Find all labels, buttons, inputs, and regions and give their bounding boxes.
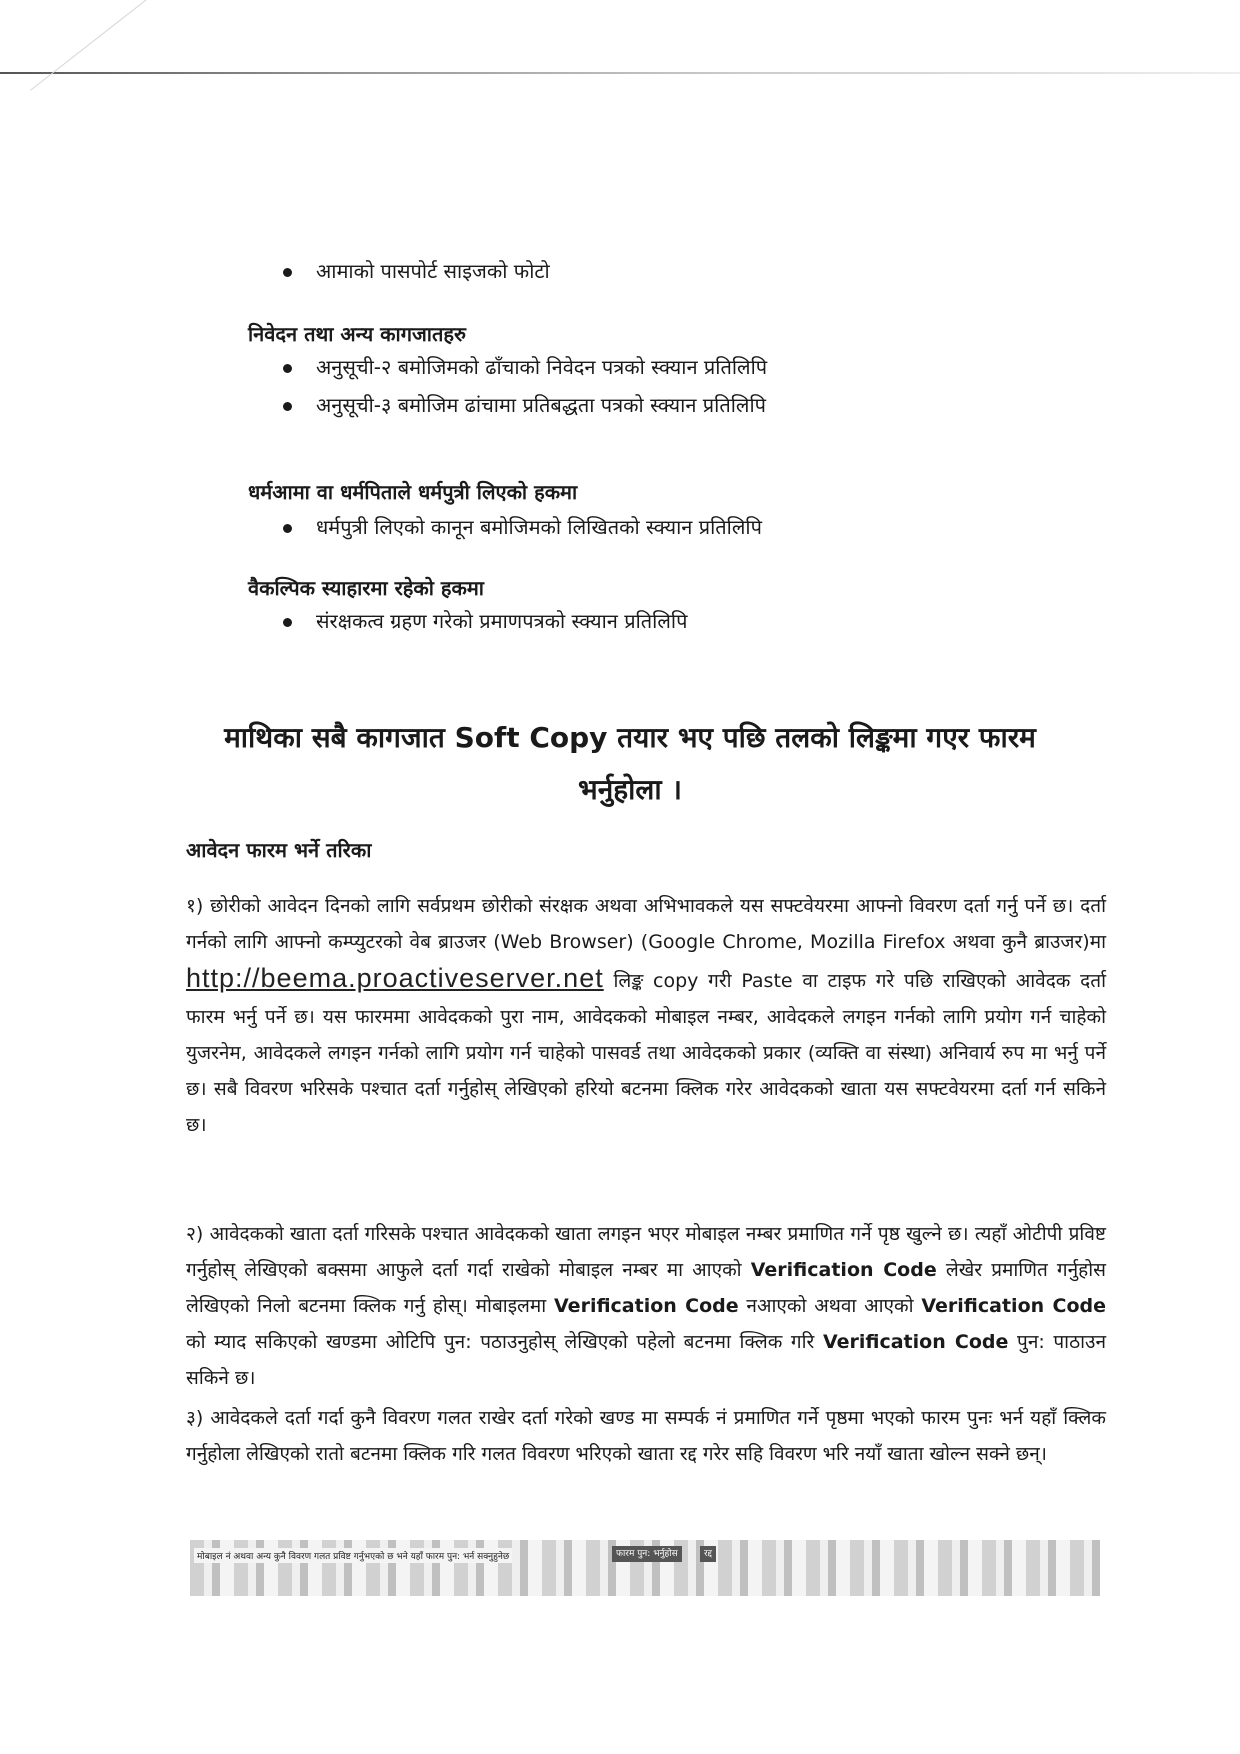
section-heading-application: निवेदन तथा अन्य कागजातहरु	[248, 322, 466, 346]
bullet-icon	[283, 402, 292, 411]
refill-form-button: फारम पुन: भर्नुहोस	[612, 1546, 682, 1562]
scan-page-edge	[0, 72, 1240, 74]
list-item-text: अनुसूची-३ बमोजिम ढांचामा प्रतिबद्धता पत्रको स्क्यान प्रतिलिपि	[316, 393, 767, 417]
paragraph-text: को म्याद सकिएको खण्डमा ओटिपि पुन: पठाउनुहोस् लेखिएको पहेलो बटनमा क्लिक गरि	[186, 1331, 823, 1353]
section-heading-adoption: धर्मआमा वा धर्मपिताले धर्मपुत्री लिएको हकमा	[248, 480, 578, 504]
notice-title	[180, 712, 1080, 816]
list-item	[283, 256, 550, 286]
verification-code-term: Verification Code	[921, 1295, 1106, 1317]
paragraph-text: नआएको अथवा आएको	[738, 1295, 922, 1317]
bullet-icon	[283, 618, 292, 627]
method-heading: आवेदन फारम भर्ने तरिका	[186, 838, 372, 862]
paragraph-text: २) आवेदकको खाता दर्ता गरिसके पश्चात आवेदकको खाता लगइन भएर मोबाइल नम्बर प्रमाणित गर्ने पृष्ठ खुल्ने छ। त्यहाँ ओटीपी प्रविष्ट गर्नुहोस् लेखिएको बक्समा आफुले दर्ता गर्दा राखेको मोबाइल नम्बर मा आएको	[186, 1223, 1107, 1281]
cancel-button: रद्द	[700, 1546, 716, 1562]
paragraph-text: १) छोरीको आवेदन दिनको लागि सर्वप्रथम छोरीको संरक्षक अथवा अभिभावकले यस सफ्टवेयरमा आफ्नो विवरण दर्ता गर्नु पर्ने छ। दर्ता गर्नको लागि आफ्नो कम्प्युटरको वेब ब्राउजर (Web Browser) (Google Chrome, Mozilla Firefox अथवा कुनै ब्राउजर)मा	[186, 895, 1106, 953]
paragraph-text: लेखेर प्रमाणित गर्नुहोस लेखिएको निलो बटनमा क्लिक गर्नु होस्। मोबाइलमा	[186, 1259, 1107, 1317]
bullet-icon	[283, 364, 292, 373]
list-item-text: धर्मपुत्री लिएको कानून बमोजिमको लिखितको स्क्यान प्रतिलिपि	[316, 515, 762, 539]
section-heading-alternative-care: वैकल्पिक स्याहारमा रहेको हकमा	[248, 576, 484, 600]
paragraph-step-1	[186, 888, 1106, 1143]
list-item	[283, 606, 687, 636]
verification-code-term: Verification Code	[822, 1331, 1009, 1353]
verification-code-term: Verification Code	[750, 1259, 937, 1281]
notice-line-1: माथिका सबै कागजात Soft Copy तयार भए पछि तलको लिङ्कमा गएर फारम	[224, 721, 1036, 754]
registration-link[interactable]: http://beema.proactiveserver.net	[186, 963, 604, 993]
list-item-text: संरक्षकत्व ग्रहण गरेको प्रमाणपत्रको स्क्यान प्रतिलिपि	[316, 609, 688, 633]
paragraph-text: पुन: पाठाउन सकिने छ।	[186, 1331, 1107, 1389]
list-item	[283, 352, 767, 382]
bullet-icon	[283, 524, 292, 533]
bullet-icon	[283, 268, 292, 277]
list-item-text: आमाको पासपोर्ट साइजको फोटो	[316, 259, 550, 283]
paragraph-step-2	[186, 1216, 1106, 1396]
list-item	[283, 512, 762, 542]
notice-line-2: भर्नुहोला ।	[578, 773, 682, 806]
scan-fold-mark	[30, 0, 180, 91]
embedded-screenshot-text: मोबाइल नं अथवा अन्य कुनै विवरण गलत प्रविष्ट गर्नुभएको छ भने यहाँ फारम पुन: भर्न सक्नुहुनेछ	[194, 1548, 512, 1563]
paragraph-text: लिङ्क copy गरी Paste वा टाइफ गरे पछि राखिएको आवेदक दर्ता फारम भर्नु पर्ने छ। यस फारममा आवेदकको पुरा नाम, आवेदकको मोबाइल नम्बर, आवेदकले लगइन गर्नको लागि प्रयोग गर्न चाहेको युजरनेम, आवेदकले लगइन गर्नको लागि प्रयोग गर्न चाहेको पासवर्ड तथा आवेदकको प्रकार (व्यक्ति वा संस्था) अनिवार्य रुप मा भर्नु पर्ने छ। सबै विवरण भरिसके पश्चात दर्ता गर्नुहोस् लेखिएको हरियो बटनमा क्लिक गरेर आवेदकको खाता यस सफ्टवेयरमा दर्ता गर्न सकिने छ।	[186, 970, 1106, 1136]
verification-code-term: Verification Code	[554, 1295, 739, 1317]
list-item-text: अनुसूची-२ बमोजिमको ढाँचाको निवेदन पत्रको स्क्यान प्रतिलिपि	[316, 355, 768, 379]
list-item	[283, 390, 766, 420]
paragraph-step-3: ३) आवेदकले दर्ता गर्दा कुनै विवरण गलत राखेर दर्ता गरेको खण्ड मा सम्पर्क नं प्रमाणित गर्ने पृष्ठमा भएको फारम पुनः भर्न यहाँ क्लिक गर्नुहोला लेखिएको रातो बटनमा क्लिक गरि गलत विवरण भरिएको खाता रद्द गरेर सहि विवरण भरि नयाँ खाता खोल्न सक्ने छन्।	[186, 1407, 1106, 1465]
